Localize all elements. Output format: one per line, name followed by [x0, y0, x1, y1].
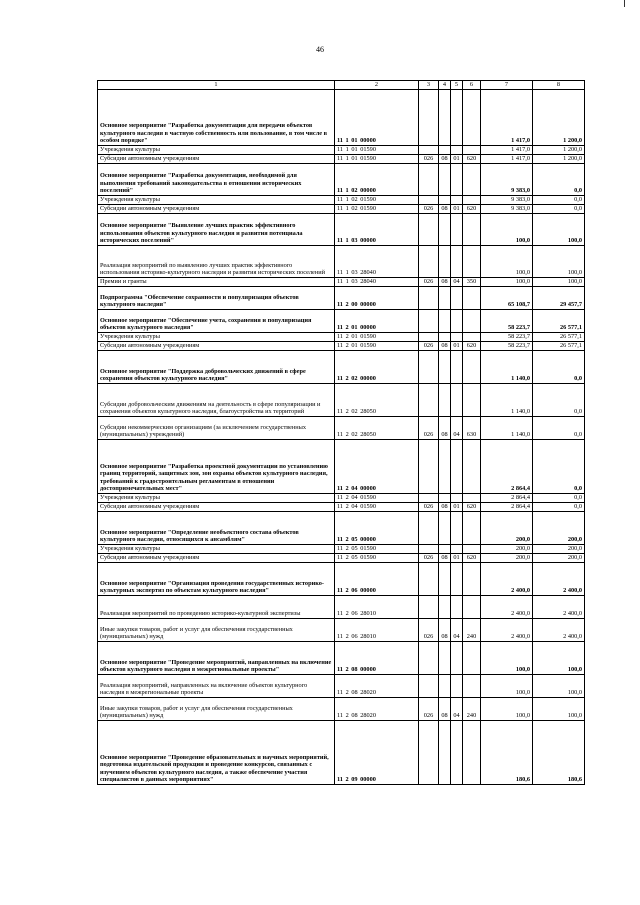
table-row — [98, 164, 585, 196]
amount-year-1: 100,0 — [481, 214, 533, 246]
row-name-cell: Субсидии автономным учреждениям — [98, 205, 335, 214]
ministry-code — [419, 494, 439, 503]
section-code — [439, 333, 451, 342]
table-row — [98, 596, 585, 619]
subsection-code — [451, 351, 463, 384]
target-article-code: 11 2 06 28010 — [335, 596, 419, 619]
ministry-code — [419, 642, 439, 675]
subsection-code — [451, 90, 463, 146]
amount-year-2: 0,0 — [533, 494, 585, 503]
table-row — [98, 155, 585, 164]
subsection-code: 04 — [451, 417, 463, 440]
table-row — [98, 417, 585, 440]
target-article-code: 11 2 04 00000 — [335, 440, 419, 494]
amount-year-1: 1 140,0 — [481, 384, 533, 417]
row-name-cell: Учреждения культуры — [98, 146, 335, 155]
subsection-code — [451, 596, 463, 619]
subsection-code — [451, 287, 463, 310]
amount-year-2: 0,0 — [533, 417, 585, 440]
row-name-cell: Субсидии автономным учреждениям — [98, 554, 335, 563]
section-code — [439, 196, 451, 205]
section-code: 08 — [439, 417, 451, 440]
ministry-code — [419, 351, 439, 384]
ministry-code — [419, 333, 439, 342]
subsection-code — [451, 246, 463, 278]
page-number: 46 — [316, 45, 324, 54]
subsection-code: 01 — [451, 503, 463, 512]
amount-year-2: 100,0 — [533, 246, 585, 278]
section-code — [439, 310, 451, 333]
row-name-cell: Учреждения культуры — [98, 545, 335, 554]
column-number: 5 — [451, 81, 463, 90]
target-article-code: 11 1 01 01590 — [335, 146, 419, 155]
amount-year-2: 180,6 — [533, 721, 585, 785]
amount-year-2: 0,0 — [533, 351, 585, 384]
expense-type-code — [463, 351, 481, 384]
target-article-code: 11 1 03 28040 — [335, 278, 419, 287]
ministry-code — [419, 214, 439, 246]
expense-type-code — [463, 164, 481, 196]
section-code: 08 — [439, 342, 451, 351]
row-name-cell: Иные закупки товаров, работ и услуг для обеспечения государственных (муниципальных) нужд — [98, 698, 335, 721]
section-code — [439, 246, 451, 278]
amount-year-2: 200,0 — [533, 512, 585, 545]
section-code — [439, 494, 451, 503]
section-code: 08 — [439, 503, 451, 512]
scan-corner-mark — [624, 0, 625, 7]
ministry-code — [419, 146, 439, 155]
table-row — [98, 440, 585, 494]
table-row — [98, 278, 585, 287]
row-name-cell: Реализация мероприятий по выявлению лучших практик эффективного использования историко-культурного наследия и развития исторических поселений — [98, 246, 335, 278]
ministry-code — [419, 310, 439, 333]
expense-type-code — [463, 384, 481, 417]
ministry-code: 026 — [419, 342, 439, 351]
subsection-code — [451, 440, 463, 494]
subsection-code — [451, 494, 463, 503]
row-name-cell: Премии и гранты — [98, 278, 335, 287]
expense-type-code: 620 — [463, 342, 481, 351]
subsection-code: 04 — [451, 698, 463, 721]
target-article-code: 11 2 02 00000 — [335, 351, 419, 384]
expense-type-code: 630 — [463, 417, 481, 440]
section-code: 08 — [439, 205, 451, 214]
ministry-code — [419, 512, 439, 545]
expense-type-code: 350 — [463, 278, 481, 287]
ministry-code — [419, 721, 439, 785]
target-article-code: 11 2 06 00000 — [335, 563, 419, 596]
section-code: 08 — [439, 619, 451, 642]
section-code — [439, 721, 451, 785]
section-code: 08 — [439, 554, 451, 563]
amount-year-2: 100,0 — [533, 214, 585, 246]
ministry-code — [419, 596, 439, 619]
table-row — [98, 333, 585, 342]
amount-year-1: 58 223,7 — [481, 342, 533, 351]
column-number: 4 — [439, 81, 451, 90]
expense-type-code: 620 — [463, 554, 481, 563]
table-row — [98, 384, 585, 417]
table-row — [98, 196, 585, 205]
amount-year-1: 9 383,0 — [481, 205, 533, 214]
row-name-cell: Основное мероприятие "Разработка документации для передачи объектов культурного наследия в частную собственность или пользование, в том числе в особом порядке" — [98, 90, 335, 146]
row-name-cell: Субсидии некоммерческим организациям (за исключением государственных (муниципальных) учреждений) — [98, 417, 335, 440]
ministry-code — [419, 164, 439, 196]
ministry-code: 026 — [419, 417, 439, 440]
row-name-cell: Основное мероприятие "Проведение образовательных и научных мероприятий, подготовка издательской продукции и проведение конкурсов, связанных с изучением объектов культурного наследия, а также обеспечение участия специалистов в данных мероприятиях" — [98, 721, 335, 785]
target-article-code: 11 2 04 01590 — [335, 503, 419, 512]
subsection-code — [451, 512, 463, 545]
target-article-code: 11 2 08 00000 — [335, 642, 419, 675]
table-row — [98, 675, 585, 698]
amount-year-2: 1 200,0 — [533, 90, 585, 146]
section-code — [439, 164, 451, 196]
ministry-code: 026 — [419, 205, 439, 214]
amount-year-2: 26 577,1 — [533, 333, 585, 342]
amount-year-1: 100,0 — [481, 698, 533, 721]
section-code — [439, 440, 451, 494]
ministry-code — [419, 196, 439, 205]
expense-type-code — [463, 440, 481, 494]
subsection-code: 04 — [451, 278, 463, 287]
subsection-code — [451, 721, 463, 785]
row-name-cell: Основное мероприятие "Поддержка добровольческих движений в сфере сохранения объектов культурного наследия" — [98, 351, 335, 384]
table-row — [98, 545, 585, 554]
amount-year-1: 1 140,0 — [481, 351, 533, 384]
expense-type-code — [463, 310, 481, 333]
amount-year-1: 180,6 — [481, 721, 533, 785]
expense-type-code: 240 — [463, 698, 481, 721]
subsection-code — [451, 146, 463, 155]
row-name-cell: Учреждения культуры — [98, 333, 335, 342]
target-article-code: 11 1 02 00000 — [335, 164, 419, 196]
amount-year-2: 26 577,1 — [533, 310, 585, 333]
table-row — [98, 642, 585, 675]
amount-year-1: 2 864,4 — [481, 440, 533, 494]
row-name-cell: Основное мероприятие "Проведение мероприятий, направленных на включение объектов культурного наследия в межрегиональные проекты" — [98, 642, 335, 675]
amount-year-1: 65 108,7 — [481, 287, 533, 310]
ministry-code: 026 — [419, 619, 439, 642]
row-name-cell: Субсидии автономным учреждениям — [98, 503, 335, 512]
amount-year-1: 1 417,0 — [481, 146, 533, 155]
section-code — [439, 675, 451, 698]
table-row — [98, 146, 585, 155]
subsection-code: 01 — [451, 554, 463, 563]
table-row — [98, 342, 585, 351]
amount-year-2: 100,0 — [533, 675, 585, 698]
amount-year-2: 0,0 — [533, 164, 585, 196]
row-name-cell: Основное мероприятие "Выявление лучших практик эффективного использования объектов культурного наследия и развития потенциала исторических поселений" — [98, 214, 335, 246]
row-name-cell: Реализация мероприятий, направленных на включение объектов культурного наследия в межрегиональные проекты — [98, 675, 335, 698]
subsection-code: 01 — [451, 205, 463, 214]
column-number: 7 — [481, 81, 533, 90]
row-name-cell: Субсидии автономным учреждениям — [98, 342, 335, 351]
ministry-code: 026 — [419, 155, 439, 164]
section-code — [439, 512, 451, 545]
section-code — [439, 563, 451, 596]
expense-type-code — [463, 512, 481, 545]
amount-year-1: 2 864,4 — [481, 494, 533, 503]
expense-type-code — [463, 563, 481, 596]
subsection-code — [451, 310, 463, 333]
section-code: 08 — [439, 698, 451, 721]
target-article-code: 11 2 02 28050 — [335, 384, 419, 417]
amount-year-1: 1 140,0 — [481, 417, 533, 440]
ministry-code — [419, 563, 439, 596]
amount-year-2: 1 200,0 — [533, 155, 585, 164]
table-row — [98, 494, 585, 503]
table-row — [98, 351, 585, 384]
expense-type-code — [463, 90, 481, 146]
row-name-cell: Основное мероприятие "Организация проведения государственных историко-культурных экспертиз по объектам культурного наследия" — [98, 563, 335, 596]
target-article-code: 11 1 01 00000 — [335, 90, 419, 146]
target-article-code: 11 2 09 00000 — [335, 721, 419, 785]
table-row — [98, 214, 585, 246]
column-number: 1 — [98, 81, 335, 90]
section-code — [439, 90, 451, 146]
subsection-code: 01 — [451, 155, 463, 164]
row-name-cell: Иные закупки товаров, работ и услуг для обеспечения государственных (муниципальных) нужд — [98, 619, 335, 642]
row-name-cell: Субсидии автономным учреждениям — [98, 155, 335, 164]
amount-year-1: 200,0 — [481, 512, 533, 545]
subsection-code — [451, 675, 463, 698]
expense-type-code — [463, 721, 481, 785]
section-code — [439, 384, 451, 417]
expense-type-code — [463, 287, 481, 310]
table-row — [98, 554, 585, 563]
row-name-cell: Субсидии добровольческим движениям на деятельность в сфере популяризации и сохранения объектов культурного наследия, благоустройства их территорий — [98, 384, 335, 417]
section-code — [439, 596, 451, 619]
amount-year-1: 2 864,4 — [481, 503, 533, 512]
target-article-code: 11 1 03 00000 — [335, 214, 419, 246]
target-article-code: 11 2 05 00000 — [335, 512, 419, 545]
ministry-code — [419, 246, 439, 278]
expense-type-code — [463, 596, 481, 619]
amount-year-1: 58 223,7 — [481, 333, 533, 342]
expense-type-code — [463, 246, 481, 278]
table-row — [98, 310, 585, 333]
target-article-code: 11 2 01 00000 — [335, 310, 419, 333]
amount-year-1: 2 400,0 — [481, 619, 533, 642]
subsection-code — [451, 545, 463, 554]
subsection-code — [451, 642, 463, 675]
column-number: 3 — [419, 81, 439, 90]
expense-type-code: 620 — [463, 155, 481, 164]
section-code — [439, 287, 451, 310]
row-name-cell: Основное мероприятие "Разработка документации, необходимой для выполнения требований законодательства в отношении исторических поселений" — [98, 164, 335, 196]
amount-year-1: 200,0 — [481, 554, 533, 563]
ministry-code: 026 — [419, 698, 439, 721]
amount-year-2: 0,0 — [533, 503, 585, 512]
target-article-code: 11 2 01 01590 — [335, 333, 419, 342]
ministry-code — [419, 440, 439, 494]
amount-year-2: 0,0 — [533, 205, 585, 214]
expense-type-code: 240 — [463, 619, 481, 642]
subsection-code — [451, 333, 463, 342]
target-article-code: 11 2 06 28010 — [335, 619, 419, 642]
row-name-cell: Основное мероприятие "Разработка проектной документации по установлению границ территорий, защитных зон, зон охраны объектов культурного наследия, требований к градостроительным регламентам в отношении достопримечательных мест" — [98, 440, 335, 494]
section-code: 08 — [439, 278, 451, 287]
ministry-code — [419, 90, 439, 146]
amount-year-1: 9 383,0 — [481, 196, 533, 205]
budget-table-body — [98, 81, 585, 785]
table-row — [98, 90, 585, 146]
section-code — [439, 642, 451, 675]
subsection-code — [451, 164, 463, 196]
amount-year-2: 0,0 — [533, 196, 585, 205]
amount-year-2: 26 577,1 — [533, 342, 585, 351]
expense-type-code — [463, 675, 481, 698]
row-name-cell: Основное мероприятие "Определение необъектного состава объектов культурного наследия, относящихся к ансамблям" — [98, 512, 335, 545]
section-code — [439, 545, 451, 554]
target-article-code: 11 2 05 01590 — [335, 545, 419, 554]
amount-year-2: 2 400,0 — [533, 596, 585, 619]
ministry-code — [419, 545, 439, 554]
amount-year-2: 200,0 — [533, 545, 585, 554]
expense-type-code: 620 — [463, 205, 481, 214]
amount-year-2: 0,0 — [533, 384, 585, 417]
section-code — [439, 146, 451, 155]
amount-year-1: 100,0 — [481, 675, 533, 698]
column-number-row — [98, 81, 585, 90]
amount-year-1: 100,0 — [481, 246, 533, 278]
amount-year-1: 2 400,0 — [481, 596, 533, 619]
amount-year-1: 58 223,7 — [481, 310, 533, 333]
expense-type-code — [463, 642, 481, 675]
expense-type-code — [463, 196, 481, 205]
budget-table — [97, 80, 585, 785]
amount-year-1: 1 417,0 — [481, 155, 533, 164]
amount-year-1: 200,0 — [481, 545, 533, 554]
section-code — [439, 351, 451, 384]
amount-year-2: 100,0 — [533, 642, 585, 675]
amount-year-2: 0,0 — [533, 440, 585, 494]
table-row — [98, 503, 585, 512]
row-name-cell: Основное мероприятие "Обеспечение учета, сохранения и популяризация объектов культурного наследия" — [98, 310, 335, 333]
subsection-code: 01 — [451, 342, 463, 351]
target-article-code: 11 2 00 00000 — [335, 287, 419, 310]
target-article-code: 11 2 08 28020 — [335, 698, 419, 721]
row-name-cell: Подпрограмма "Обеспечение сохранности и популяризация объектов культурного наследия" — [98, 287, 335, 310]
target-article-code: 11 2 02 28050 — [335, 417, 419, 440]
target-article-code: 11 2 01 01590 — [335, 342, 419, 351]
target-article-code: 11 1 03 28040 — [335, 246, 419, 278]
subsection-code — [451, 384, 463, 417]
ministry-code: 026 — [419, 554, 439, 563]
table-row — [98, 205, 585, 214]
expense-type-code — [463, 494, 481, 503]
row-name-cell: Учреждения культуры — [98, 196, 335, 205]
ministry-code: 026 — [419, 503, 439, 512]
target-article-code: 11 2 08 28020 — [335, 675, 419, 698]
row-name-cell: Учреждения культуры — [98, 494, 335, 503]
target-article-code: 11 1 02 01590 — [335, 196, 419, 205]
amount-year-1: 1 417,0 — [481, 90, 533, 146]
amount-year-2: 1 200,0 — [533, 146, 585, 155]
amount-year-1: 100,0 — [481, 642, 533, 675]
ministry-code — [419, 384, 439, 417]
table-row — [98, 512, 585, 545]
amount-year-1: 2 400,0 — [481, 563, 533, 596]
expense-type-code — [463, 214, 481, 246]
ministry-code: 026 — [419, 278, 439, 287]
target-article-code: 11 1 02 01590 — [335, 205, 419, 214]
column-number: 2 — [335, 81, 419, 90]
expense-type-code — [463, 545, 481, 554]
column-number: 8 — [533, 81, 585, 90]
subsection-code: 04 — [451, 619, 463, 642]
table-row — [98, 721, 585, 785]
amount-year-2: 200,0 — [533, 554, 585, 563]
expense-type-code: 620 — [463, 503, 481, 512]
section-code — [439, 214, 451, 246]
target-article-code: 11 1 01 01590 — [335, 155, 419, 164]
amount-year-2: 100,0 — [533, 278, 585, 287]
target-article-code: 11 2 05 01590 — [335, 554, 419, 563]
amount-year-2: 100,0 — [533, 698, 585, 721]
table-row — [98, 287, 585, 310]
amount-year-2: 2 400,0 — [533, 563, 585, 596]
row-name-cell: Реализация мероприятий по проведению историко-культурной экспертизы — [98, 596, 335, 619]
target-article-code: 11 2 04 01590 — [335, 494, 419, 503]
amount-year-2: 29 457,7 — [533, 287, 585, 310]
subsection-code — [451, 214, 463, 246]
table-row — [98, 246, 585, 278]
expense-type-code — [463, 146, 481, 155]
amount-year-2: 2 400,0 — [533, 619, 585, 642]
amount-year-1: 9 383,0 — [481, 164, 533, 196]
column-number: 6 — [463, 81, 481, 90]
subsection-code — [451, 196, 463, 205]
table-row — [98, 563, 585, 596]
subsection-code — [451, 563, 463, 596]
ministry-code — [419, 675, 439, 698]
ministry-code — [419, 287, 439, 310]
table-row — [98, 619, 585, 642]
section-code: 08 — [439, 155, 451, 164]
table-row — [98, 698, 585, 721]
expense-type-code — [463, 333, 481, 342]
amount-year-1: 100,0 — [481, 278, 533, 287]
